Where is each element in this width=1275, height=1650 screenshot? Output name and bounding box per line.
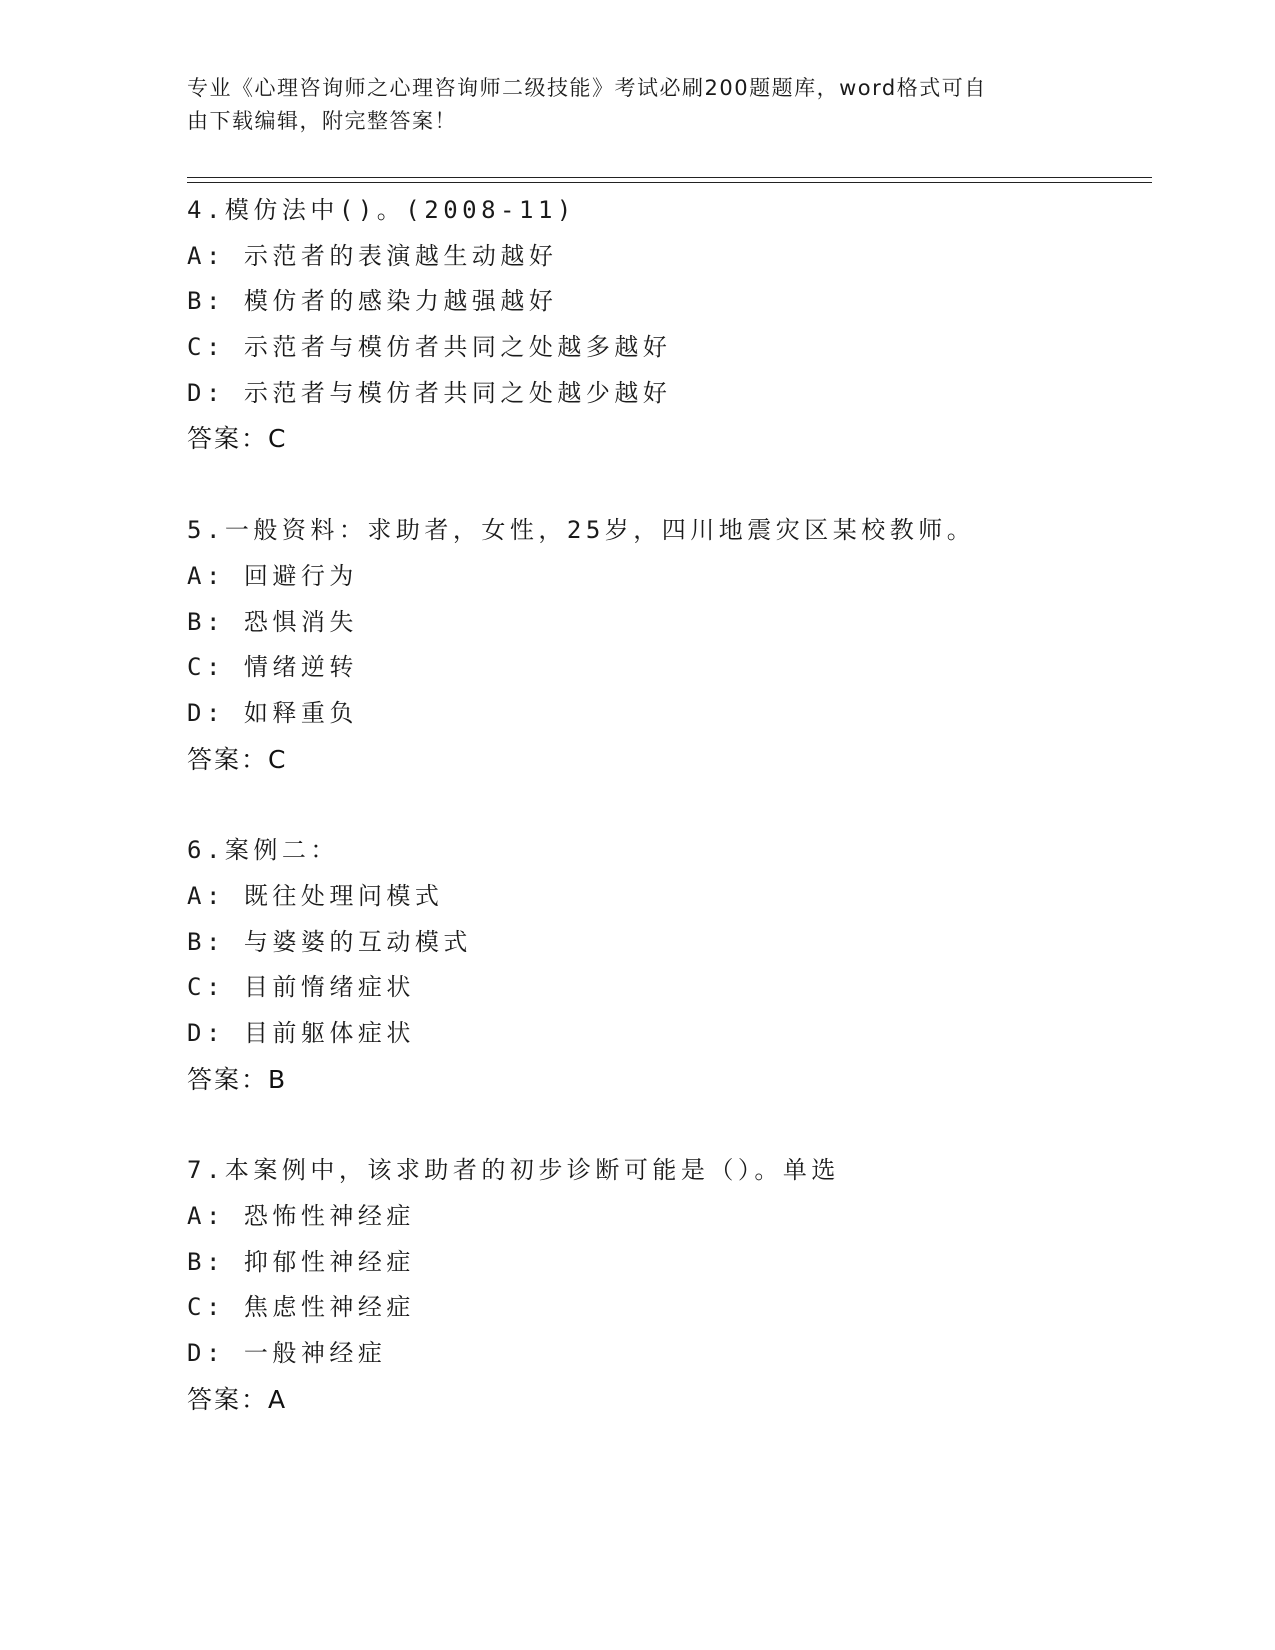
header-line-2: 由下载编辑，附完整答案！ xyxy=(187,109,457,133)
question-stem: 6.案例二： xyxy=(187,836,339,865)
question-item xyxy=(187,188,1152,462)
option-a: A: 既往处理问模式 xyxy=(187,881,444,910)
option-d: D: 示范者与模仿者共同之处越少越好 xyxy=(187,378,672,407)
option-c: C: 目前惰绪症状 xyxy=(187,973,415,1002)
question-list xyxy=(187,188,1152,1469)
option-c: C: 情绪逆转 xyxy=(187,653,358,682)
option-b: B: 抑郁性神经症 xyxy=(187,1247,415,1276)
option-c: C: 焦虑性神经症 xyxy=(187,1293,415,1322)
option-a: A: 示范者的表演越生动越好 xyxy=(187,241,558,270)
header-divider-top xyxy=(187,177,1152,178)
question-stem: 4.模仿法中()。(2008-11) xyxy=(187,196,576,224)
option-a: A: 回避行为 xyxy=(187,561,358,590)
option-d: D: 目前躯体症状 xyxy=(187,1019,415,1047)
question-item xyxy=(187,1148,1152,1422)
answer-line: 答案：A xyxy=(187,1384,288,1414)
question-stem: 7.本案例中，该求助者的初步诊断可能是（）。单选 xyxy=(187,1156,840,1185)
header-line-1: 专业《心理咨询师之心理咨询师二级技能》考试必刷200题题库，word格式可自 xyxy=(187,76,987,100)
option-c: C: 示范者与模仿者共同之处越多越好 xyxy=(187,333,672,362)
answer-line: 答案：C xyxy=(187,424,288,454)
option-a: A: 恐怖性神经症 xyxy=(187,1202,415,1231)
answer-line: 答案：C xyxy=(187,744,288,774)
question-stem: 5.一般资料：求助者，女性，25岁，四川地震灾区某校教师。 xyxy=(187,516,976,545)
question-item xyxy=(187,828,1152,1102)
option-b: B: 模仿者的感染力越强越好 xyxy=(187,287,558,316)
document-header xyxy=(187,72,1067,138)
option-d: D: 一般神经症 xyxy=(187,1339,387,1368)
question-item xyxy=(187,508,1152,782)
answer-line: 答案：B xyxy=(187,1064,288,1094)
header-divider-bottom xyxy=(187,182,1152,183)
option-b: B: 恐惧消失 xyxy=(187,607,358,636)
option-d: D: 如释重负 xyxy=(187,698,358,727)
option-b: B: 与婆婆的互动模式 xyxy=(187,927,472,956)
